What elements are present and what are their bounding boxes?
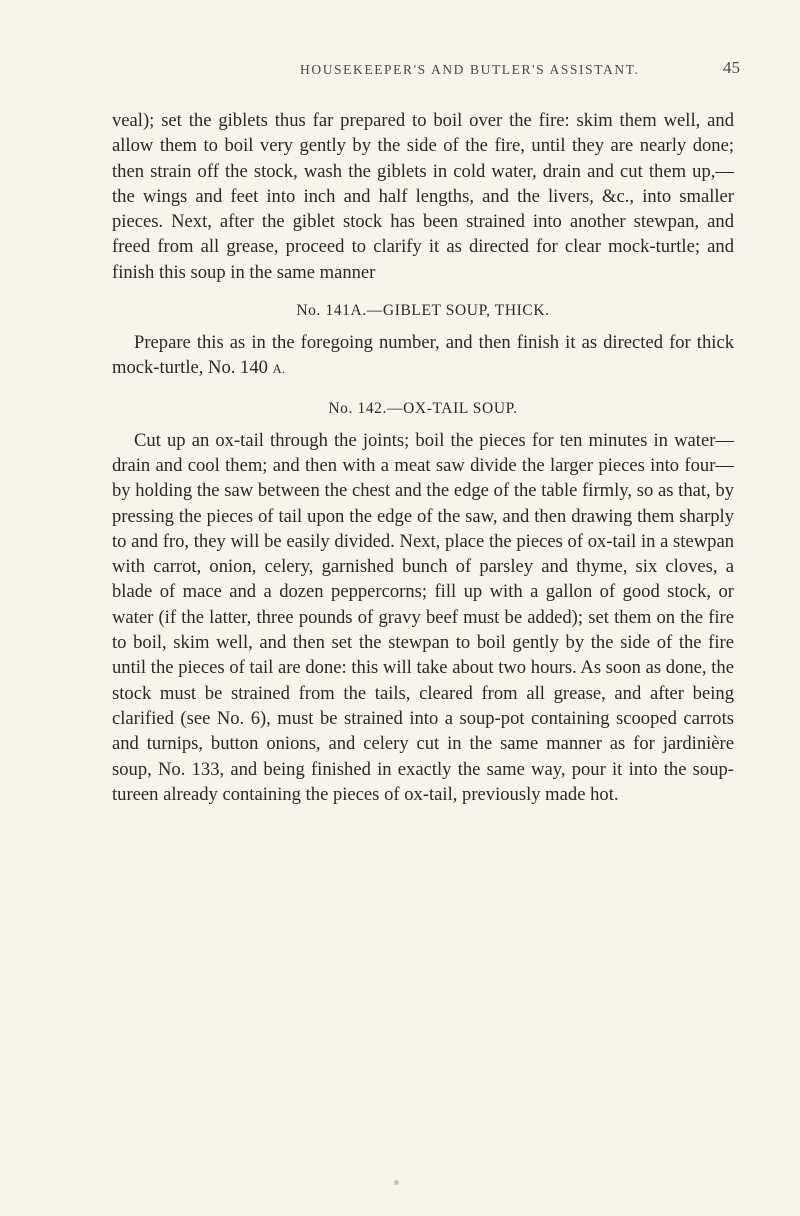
recipe-heading-ox-tail-soup: No. 142.—OX-TAIL SOUP. [328,399,518,417]
recipe-heading-giblet-soup-thick: No. 141A.—GIBLET SOUP, THICK. [296,302,550,320]
running-head: HOUSEKEEPER'S AND BUTLER'S ASSISTANT. [300,62,640,77]
recipe-reference: A. [272,362,286,377]
page-blemish [394,1180,399,1185]
paragraph-giblet-thick [112,330,734,383]
paragraph-giblet-thick-text: Prepare this as in the foregoing number, and then finish it as directed for thick mock-turtle, No. 140 [112,332,734,379]
body-text [112,108,734,807]
paragraph-ox-tail: Cut up an ox-tail through the joints; boil the pieces for ten minutes in water—drain and cool them; and then with a meat saw divide the larger pieces into four—by holding the saw between the chest and the edge of the table firmly, so as that, by pressing the pieces of tail upon the edge of the saw, and then drawing them sharply to and fro, they will be easily divided. Next, place the pieces of ox-tail in a stewpan with carrot, onion, celery, garnished bunch of parsley and thyme, six cloves, a blade of mace and a dozen peppercorns; fill up with a gallon of good stock, or water (if the latter, three pounds of gravy beef must be added); set them on the fire to boil, skim well, and then set the stewpan to boil gently by the side of the fire until the pieces of tail are done: this will take about two hours. As soon as done, the stock must be strained from the tails, cleared from all grease, and after being clarified (see No. 6), must be strained into a soup-pot containing scooped carrots and turnips, button onions, and celery cut in the same manner as for jardinière soup, No. 133, and being finished in exactly the same way, pour it into the soup-tureen already containing the pieces of ox-tail, previously made hot. [112,429,734,805]
paragraph-giblet-continuation: veal); set the giblets thus far prepared to boil over the fire: skim them well, and allow them to boil very gently by the side of the fire, until they are nearly done; then strain off the stock, wash the giblets in cold water, drain and cut them up,—the wings and feet into inch and half lengths, and the livers, &c., into smaller pieces. Next, after the giblet stock has been strained into another stewpan, and freed from all grease, proceed to clarify it as directed for clear mock-turtle; and finish this soup in the same manner [112,110,734,283]
page-number: 45 [723,58,740,77]
